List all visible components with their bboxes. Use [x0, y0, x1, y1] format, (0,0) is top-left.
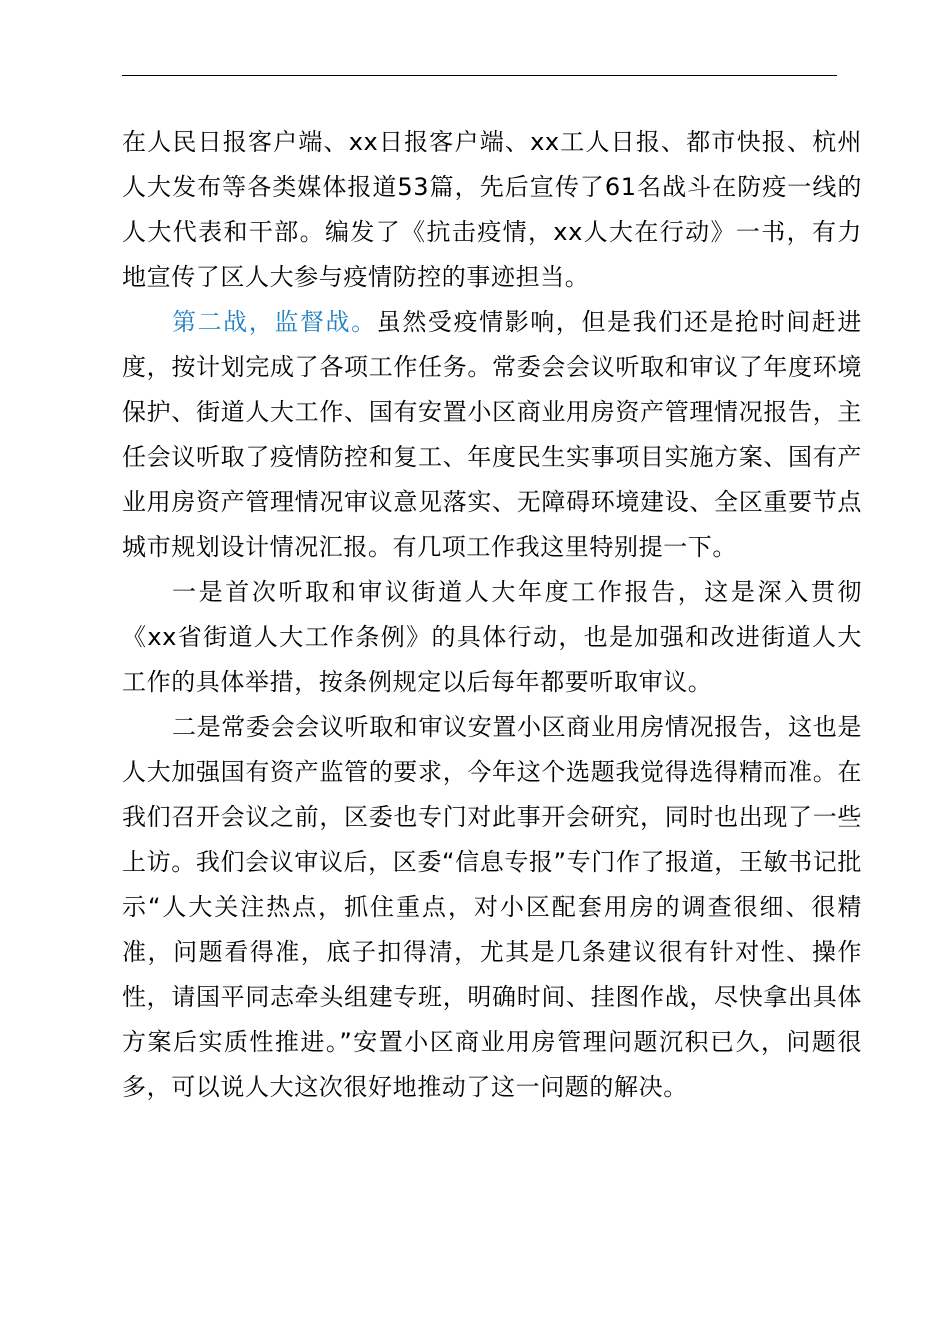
paragraph-supervision-text: 虽然受疫情影响，但是我们还是抢时间赶进度，按计划完成了各项工作任务。常委会会议听取和审议了年度环境保护、街道人大工作、国有安置小区商业用房资产管理情况报告，主任会议听取了疫情防控和复工、年度民生实事项目实施方案、国有产业用房资产管理情况审议意见落实、无障碍环境建设、全区重要节点城市规划设计情况汇报。有几项工作我这里特别提一下。	[122, 308, 862, 561]
paragraph-supervision	[122, 300, 862, 570]
header-rule	[122, 75, 837, 76]
paragraph-continuation: 在人民日报客户端、xx日报客户端、xx工人日报、都市快报、杭州人大发布等各类媒体报道53篇，先后宣传了61名战斗在防疫一线的人大代表和干部。编发了《抗击疫情，xx人大在行动》一书，有力地宣传了区人大参与疫情防控的事迹担当。	[122, 128, 862, 291]
paragraph-second-item: 二是常委会会议听取和审议安置小区商业用房情况报告，这也是人大加强国有资产监管的要求，今年这个选题我觉得选得精而准。在我们召开会议之前，区委也专门对此事开会研究，同时也出现了一些上访。我们会议审议后，区委“信息专报”专门作了报道，王敏书记批示“人大关注热点，抓住重点，对小区配套用房的调查很细、很精准，问题看得准，底子扣得清，尤其是几条建议很有针对性、操作性，请国平同志牵头组建专班，明确时间、挂图作战，尽快拿出具体方案后实质性推进。”安置小区商业用房管理问题沉积已久，问题很多，可以说人大这次很好地推动了这一问题的解决。	[122, 713, 862, 1101]
body-text	[122, 120, 862, 1110]
section-lead-supervision: 第二战，监督战。	[172, 308, 377, 336]
paragraph-first-item: 一是首次听取和审议街道人大年度工作报告，这是深入贯彻《xx省街道人大工作条例》的具体行动，也是加强和改进街道人大工作的具体举措，按条例规定以后每年都要听取审议。	[122, 578, 862, 696]
